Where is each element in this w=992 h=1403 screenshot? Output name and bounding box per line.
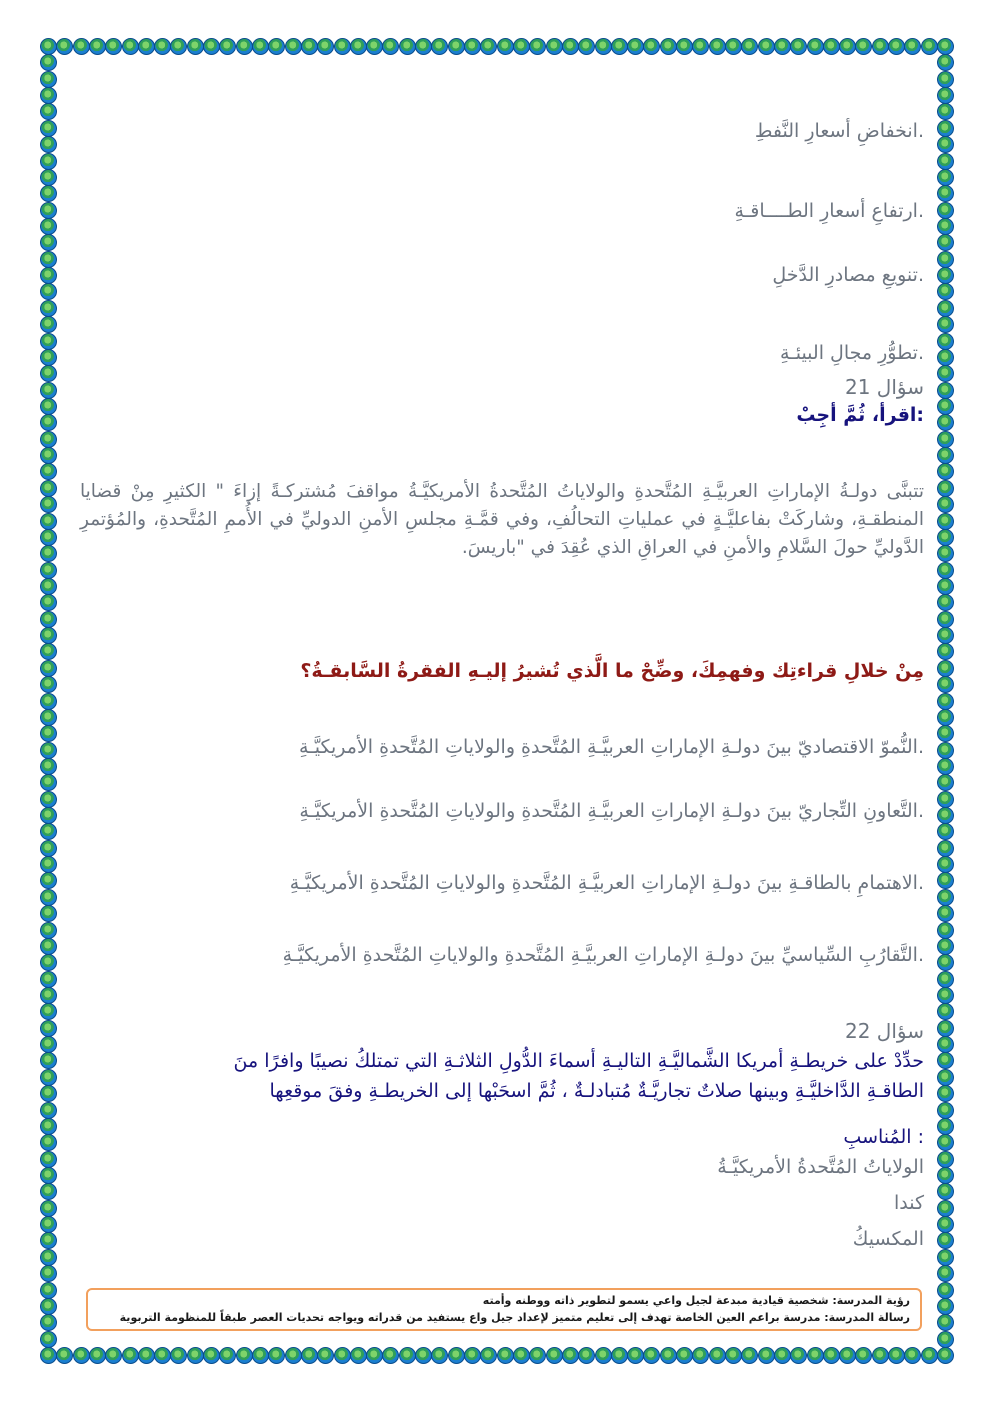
- border-globe-icon: [937, 349, 954, 366]
- border-globe-icon: [40, 725, 57, 742]
- border-globe-icon: [40, 1232, 57, 1249]
- border-globe-icon: [40, 365, 57, 382]
- border-globe-icon: [937, 218, 954, 235]
- border-globe-icon: [40, 1347, 57, 1364]
- question-21-title: سؤال 21: [845, 375, 924, 399]
- border-globe-icon: [40, 742, 57, 759]
- border-globe-icon: [937, 611, 954, 628]
- border-globe-icon: [937, 1331, 954, 1348]
- answer-option[interactable]: .التَّعاونِ التِّجاريّ بينَ دولـةِ الإماراتِ العربيَّـةِ المُتَّحدةِ والولاياتِ المُتَّحدةِ الأمريكيَّـةِ: [299, 800, 924, 822]
- answer-option[interactable]: .النُّموّ الاقتصاديّ بينَ دولـةِ الإماراتِ العربيَّـةِ المُتَّحدةِ والولاياتِ المُتَّحدةِ الأمريكيَّـةِ: [299, 736, 924, 758]
- border-globe-icon: [937, 1151, 954, 1168]
- border-globe-icon: [40, 905, 57, 922]
- border-globe-icon: [40, 414, 57, 431]
- border-globe-icon: [937, 300, 954, 317]
- border-globe-icon: [40, 709, 57, 726]
- border-globe-icon: [40, 889, 57, 906]
- border-globe-icon: [40, 38, 57, 55]
- border-globe-icon: [937, 807, 954, 824]
- border-globe-icon: [937, 414, 954, 431]
- border-globe-icon: [40, 1003, 57, 1020]
- border-globe-icon: [40, 774, 57, 791]
- border-globe-icon: [40, 1183, 57, 1200]
- border-globe-icon: [937, 153, 954, 170]
- border-globe-icon: [40, 202, 57, 219]
- border-globe-icon: [40, 349, 57, 366]
- border-globe-icon: [40, 594, 57, 611]
- border-globe-icon: [937, 840, 954, 857]
- border-globe-icon: [40, 922, 57, 939]
- question-22-instruction: : المُناسبِ: [843, 1126, 924, 1148]
- border-globe-icon: [40, 627, 57, 644]
- border-globe-icon: [40, 185, 57, 202]
- border-globe-icon: [937, 1167, 954, 1184]
- page-content: [80, 0, 924, 1403]
- border-globe-icon: [40, 300, 57, 317]
- border-globe-icon: [937, 1314, 954, 1331]
- border-globe-icon: [937, 1265, 954, 1282]
- border-globe-icon: [937, 1003, 954, 1020]
- border-globe-icon: [937, 447, 954, 464]
- border-globe-icon: [937, 643, 954, 660]
- border-globe-icon: [937, 480, 954, 497]
- border-globe-icon: [937, 496, 954, 513]
- border-globe-icon: [40, 954, 57, 971]
- border-globe-icon: [937, 185, 954, 202]
- border-globe-icon: [937, 1134, 954, 1151]
- border-globe-icon: [40, 218, 57, 235]
- border-globe-icon: [937, 1118, 954, 1135]
- border-globe-icon: [937, 709, 954, 726]
- border-globe-icon: [40, 1282, 57, 1299]
- border-globe-icon: [937, 1085, 954, 1102]
- border-globe-icon: [40, 1020, 57, 1037]
- border-globe-icon: [937, 922, 954, 939]
- border-globe-icon: [937, 578, 954, 595]
- border-globe-icon: [40, 840, 57, 857]
- border-globe-icon: [40, 120, 57, 137]
- border-globe-icon: [937, 545, 954, 562]
- border-globe-icon: [40, 1331, 57, 1348]
- border-globe-icon: [40, 562, 57, 579]
- border-globe-icon: [40, 496, 57, 513]
- border-globe-icon: [40, 54, 57, 71]
- border-globe-icon: [40, 267, 57, 284]
- option-item: .ارتفاعِ أسعارِ الطــــاقـةِ: [734, 200, 924, 222]
- draggable-country[interactable]: المكسيكُ: [852, 1228, 924, 1250]
- border-globe-icon: [937, 1036, 954, 1053]
- border-globe-icon: [937, 594, 954, 611]
- border-globe-icon: [40, 1298, 57, 1315]
- border-globe-icon: [937, 872, 954, 889]
- border-globe-icon: [937, 791, 954, 808]
- border-globe-icon: [937, 1020, 954, 1037]
- border-globe-icon: [40, 463, 57, 480]
- border-globe-icon: [937, 71, 954, 88]
- school-vision: رؤية المدرسة: شخصية قيادية مبدعة لجيل واعي يسمو لتطوير ذاته ووطنه وأمته: [482, 1294, 910, 1307]
- border-globe-icon: [937, 627, 954, 644]
- border-globe-icon: [937, 758, 954, 775]
- border-globe-icon: [937, 1298, 954, 1315]
- border-globe-icon: [937, 823, 954, 840]
- border-globe-icon: [40, 1085, 57, 1102]
- border-globe-icon: [937, 169, 954, 186]
- border-globe-icon: [40, 1151, 57, 1168]
- border-globe-icon: [40, 660, 57, 677]
- border-globe-icon: [937, 1102, 954, 1119]
- option-item: .انخفاضِ أسعارِ النَّفطِ: [754, 120, 924, 142]
- border-globe-icon: [937, 382, 954, 399]
- border-globe-icon: [937, 267, 954, 284]
- border-globe-icon: [937, 1200, 954, 1217]
- border-globe-icon: [40, 382, 57, 399]
- border-globe-icon: [40, 1249, 57, 1266]
- border-globe-icon: [40, 1069, 57, 1086]
- border-globe-icon: [40, 234, 57, 251]
- border-globe-icon: [937, 889, 954, 906]
- answer-option[interactable]: .التَّقارُبِ السِّياسيِّ بينَ دولـةِ الإماراتِ العربيَّـةِ المُتَّحدةِ والولاياتِ المُتَّحدةِ الأمريكيَّـةِ: [282, 944, 924, 966]
- border-globe-icon: [937, 103, 954, 120]
- border-globe-icon: [937, 283, 954, 300]
- border-globe-icon: [937, 398, 954, 415]
- border-globe-icon: [40, 1052, 57, 1069]
- border-globe-icon: [40, 431, 57, 448]
- border-globe-icon: [40, 1167, 57, 1184]
- border-globe-icon: [40, 856, 57, 873]
- draggable-country[interactable]: الولاياتُ المُتَّحدةُ الأمريكيَّـةُ: [717, 1156, 924, 1178]
- border-globe-icon: [40, 1200, 57, 1217]
- border-globe-icon: [40, 1102, 57, 1119]
- question-22-instruction: حدِّدْ على خريطـةِ أمريكا الشَّماليَّـةِ التاليـةِ أسماءَ الدُّولِ الثلاثـةِ التي تمتلكُ نصيبًا وافرًا منَ: [233, 1050, 924, 1072]
- border-globe-icon: [40, 791, 57, 808]
- border-globe-icon: [40, 251, 57, 268]
- question-21-instruction: :اقرأ، ثُمَّ أجِبْ: [796, 404, 924, 426]
- border-globe-icon: [40, 447, 57, 464]
- border-globe-icon: [40, 938, 57, 955]
- border-globe-icon: [937, 38, 954, 55]
- option-item: .تطوُّرِ مجالِ البيئـةِ: [779, 342, 924, 364]
- school-footer: [86, 1288, 922, 1331]
- border-globe-icon: [40, 971, 57, 988]
- border-globe-icon: [40, 872, 57, 889]
- border-globe-icon: [40, 676, 57, 693]
- border-globe-icon: [40, 1265, 57, 1282]
- border-globe-icon: [40, 1216, 57, 1233]
- border-globe-icon: [40, 529, 57, 546]
- border-globe-icon: [937, 1052, 954, 1069]
- border-globe-icon: [937, 120, 954, 137]
- border-globe-icon: [40, 693, 57, 710]
- border-globe-icon: [40, 823, 57, 840]
- border-globe-icon: [56, 38, 73, 55]
- border-globe-icon: [40, 1036, 57, 1053]
- border-globe-icon: [40, 1118, 57, 1135]
- border-globe-icon: [937, 234, 954, 251]
- question-22-title: سؤال 22: [845, 1019, 924, 1043]
- border-globe-icon: [40, 316, 57, 333]
- border-globe-icon: [937, 529, 954, 546]
- border-globe-icon: [937, 202, 954, 219]
- border-globe-icon: [937, 333, 954, 350]
- border-globe-icon: [937, 136, 954, 153]
- question-21-prompt: مِنْ خلالِ قراءتِك وفهمِكَ، وضِّحْ ما الَّذي تُشيرُ إليـهِ الفقرةُ السَّابقـةُ؟: [300, 660, 924, 682]
- border-globe-icon: [40, 807, 57, 824]
- border-globe-icon: [937, 774, 954, 791]
- question-21-passage: تتبنَّى دولـةُ الإماراتِ العربيَّـةِ المُتَّحدةِ والولاياتُ المُتَّحدةُ الأمريكيَّـةُ مواقفَ مُشتركـةً إزاءَ " الكثيرِ مِنْ قضايا المنطقـةِ، وشاركَتْ بفاعليَّـةٍ في عملياتِ التحالُفِ، وفي قمَّـةِ مجلسِ الأمنِ الدوليِّ في الأُممِ المُتَّحدةِ، والمُؤتمرِ الدَّوليِّ حولَ السَّلامِ والأمنِ في العراقِ الذي عُقِدَ في "باريسَ.: [80, 481, 924, 558]
- border-globe-icon: [937, 365, 954, 382]
- border-globe-icon: [40, 1134, 57, 1151]
- border-globe-icon: [937, 431, 954, 448]
- border-globe-icon: [937, 742, 954, 759]
- border-globe-icon: [40, 283, 57, 300]
- border-globe-icon: [40, 643, 57, 660]
- border-globe-icon: [937, 1282, 954, 1299]
- border-globe-icon: [40, 103, 57, 120]
- draggable-country[interactable]: كندا: [893, 1192, 924, 1214]
- border-globe-icon: [40, 987, 57, 1004]
- option-item: .تنويعِ مصادرِ الدَّخلِ: [772, 264, 924, 286]
- border-globe-icon: [40, 1314, 57, 1331]
- question-22-instruction: الطاقـةِ الدَّاخليَّـةِ وبينها صلاتٌ تجاريَّـةٌ مُتبادلـةٌ ، ثُمَّ اسحَبْها إلى الخريطـةِ وفقَ موقعِها: [269, 1080, 924, 1102]
- border-globe-icon: [937, 676, 954, 693]
- border-globe-icon: [937, 513, 954, 530]
- border-globe-icon: [937, 463, 954, 480]
- border-globe-icon: [937, 1232, 954, 1249]
- border-globe-icon: [937, 562, 954, 579]
- border-globe-icon: [40, 71, 57, 88]
- border-globe-icon: [937, 987, 954, 1004]
- border-globe-icon: [40, 578, 57, 595]
- border-globe-icon: [937, 1216, 954, 1233]
- border-globe-icon: [937, 1249, 954, 1266]
- border-globe-icon: [937, 856, 954, 873]
- border-globe-icon: [937, 316, 954, 333]
- border-globe-icon: [937, 954, 954, 971]
- border-globe-icon: [937, 1069, 954, 1086]
- border-globe-icon: [40, 513, 57, 530]
- border-globe-icon: [40, 545, 57, 562]
- border-globe-icon: [937, 54, 954, 71]
- border-globe-icon: [40, 611, 57, 628]
- border-globe-icon: [937, 660, 954, 677]
- border-globe-icon: [40, 87, 57, 104]
- border-globe-icon: [937, 905, 954, 922]
- border-globe-icon: [937, 251, 954, 268]
- border-globe-icon: [937, 87, 954, 104]
- border-globe-icon: [40, 758, 57, 775]
- border-globe-icon: [40, 333, 57, 350]
- school-mission: رسالة المدرسة: مدرسة براعم العين الخاصة تهدف إلى تعليم متميز لإعداد جيل واع يستفيد من قدراته ويواجه تحديات العصر طبقاً للمنظومة التربوية: [119, 1311, 910, 1324]
- border-globe-icon: [937, 971, 954, 988]
- border-globe-icon: [937, 1183, 954, 1200]
- border-globe-icon: [40, 153, 57, 170]
- border-globe-icon: [40, 136, 57, 153]
- border-globe-icon: [56, 1347, 73, 1364]
- border-globe-icon: [937, 693, 954, 710]
- border-globe-icon: [40, 398, 57, 415]
- border-globe-icon: [937, 1347, 954, 1364]
- answer-option[interactable]: .الاهتمامِ بالطاقـةِ بينَ دولـةِ الإماراتِ العربيَّـةِ المُتَّحدةِ والولاياتِ المُتَّحدةِ الأمريكيَّـةِ: [289, 872, 924, 894]
- border-globe-icon: [40, 169, 57, 186]
- border-globe-icon: [937, 725, 954, 742]
- border-globe-icon: [937, 938, 954, 955]
- border-globe-icon: [40, 480, 57, 497]
